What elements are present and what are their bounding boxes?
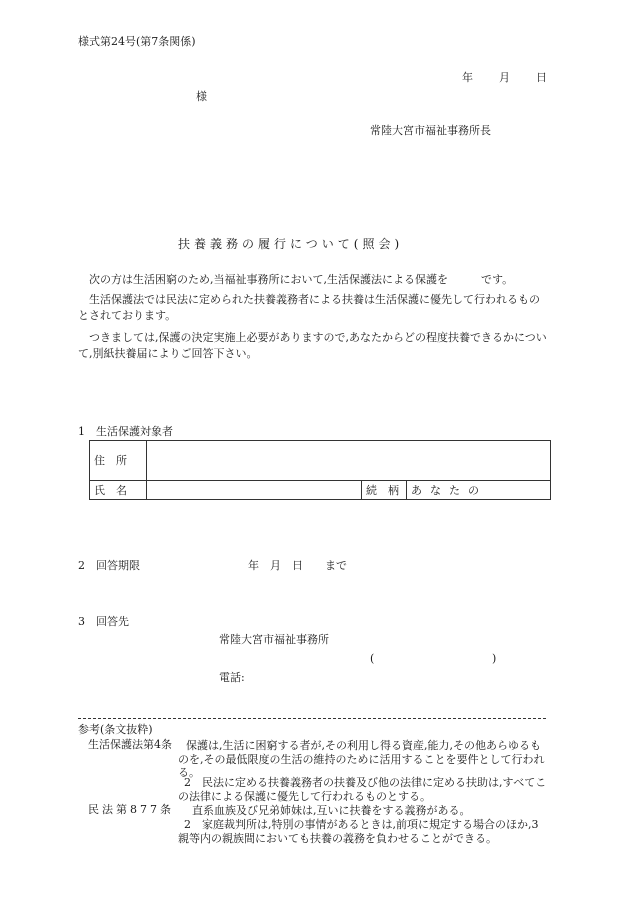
target-person-table [89,440,551,500]
divider [78,718,546,719]
reply-office: 常陸大宮市福祉事務所 [219,633,329,646]
form-number: 様式第24号(第7条関係) [78,35,196,48]
relation-label: 続 柄 [362,481,407,500]
paren-close: ) [492,652,497,665]
address-field[interactable] [147,441,551,481]
law-2-text-1: 直系血族及び兄弟姉妹は,互いに扶養をする義務がある。 [192,804,471,817]
name-label: 氏 名 [90,481,147,500]
body-paragraph-3: つきましては,保護の決定実施上必要がありますので,あなたからどの程度扶養できるかについて,別紙扶養届によりご回答下さい。 [78,331,547,360]
reply-phone-label: 電話: [219,671,245,684]
date-year-label: 年 [462,71,473,84]
sender-name: 常陸大宮市福祉事務所長 [370,124,491,137]
date-day-label: 日 [536,71,547,84]
law-2-text-2: 2 家庭裁判所は,特別の事情があるときは,前項に規定する場合のほか,3親等内の親族間においても扶養の義務を負わせることができる。 [178,818,539,845]
body-paragraph-2: 生活保護法では民法に定められた扶養義務者による扶養は生活保護に優先して行われるものとされております。 [78,293,540,322]
recipient-suffix: 様 [196,90,207,103]
law-2-label: 民法第877条 [88,803,174,816]
section-1-heading: 1 生活保護対象者 [78,425,173,438]
document-title: 扶養義務の履行について(照会) [178,237,404,251]
address-label: 住 所 [90,441,147,481]
relation-value: あなたの [407,481,551,500]
section-2-heading: 2 回答期限 [78,559,140,572]
section-3-heading: 3 回答先 [78,615,129,628]
law-1-label: 生活保護法第4条 [88,738,172,751]
body-paragraph-1: 次の方は生活困窮のため,当福祉事務所において,生活保護法による保護を です。 [89,273,514,286]
law-1-text-2: 2 民法に定める扶養義務者の扶養及び他の法律に定める扶助は,すべてこの法律による保護に優先して行われるものとする。 [178,776,547,803]
paren-open: ( [370,652,375,665]
date-month-label: 月 [499,71,510,84]
law-1-text-1: 保護は,生活に困窮する者が,その利用し得る資産,能力,その他あらゆるものを,その最低限度の生活の維持のために活用することを要件として行われる。 [178,739,545,779]
deadline-text: 年 月 日 まで [248,559,347,572]
reference-heading: 参考(条文抜粋) [78,723,153,736]
name-field[interactable] [147,481,362,500]
